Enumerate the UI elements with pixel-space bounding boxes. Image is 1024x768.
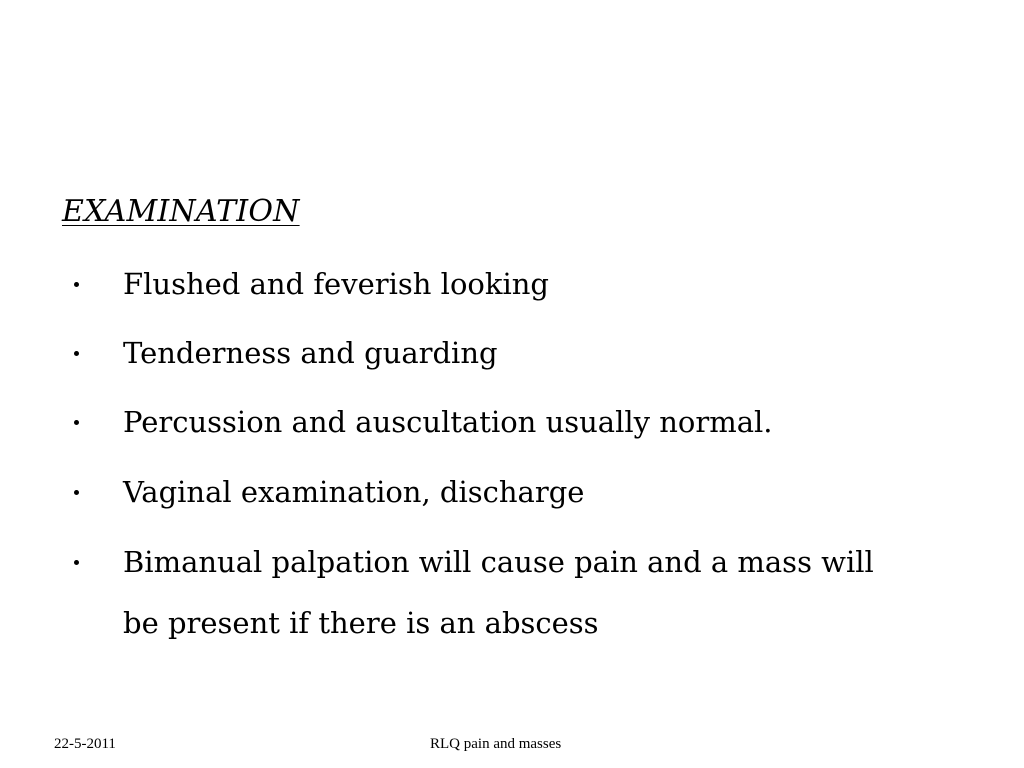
- bullet-text: Bimanual palpation will cause pain and a mass will be present if there is an abscess: [123, 545, 874, 640]
- bullet-icon: [74, 282, 80, 288]
- bullet-text: Tenderness and guarding: [123, 336, 498, 370]
- bullet-text: Percussion and auscultation usually normal.: [123, 405, 773, 439]
- bullet-text: Flushed and feverish looking: [123, 267, 549, 301]
- bullet-text: Vaginal examination, discharge: [123, 475, 585, 509]
- footer-date: 22-5-2011: [54, 736, 116, 752]
- section-heading: EXAMINATION: [62, 194, 300, 229]
- bullet-icon: [74, 351, 80, 357]
- bullet-icon: [74, 420, 80, 426]
- bullet-icon: [74, 490, 80, 496]
- footer-title: RLQ pain and masses: [430, 736, 562, 752]
- bullet-icon: [74, 560, 80, 566]
